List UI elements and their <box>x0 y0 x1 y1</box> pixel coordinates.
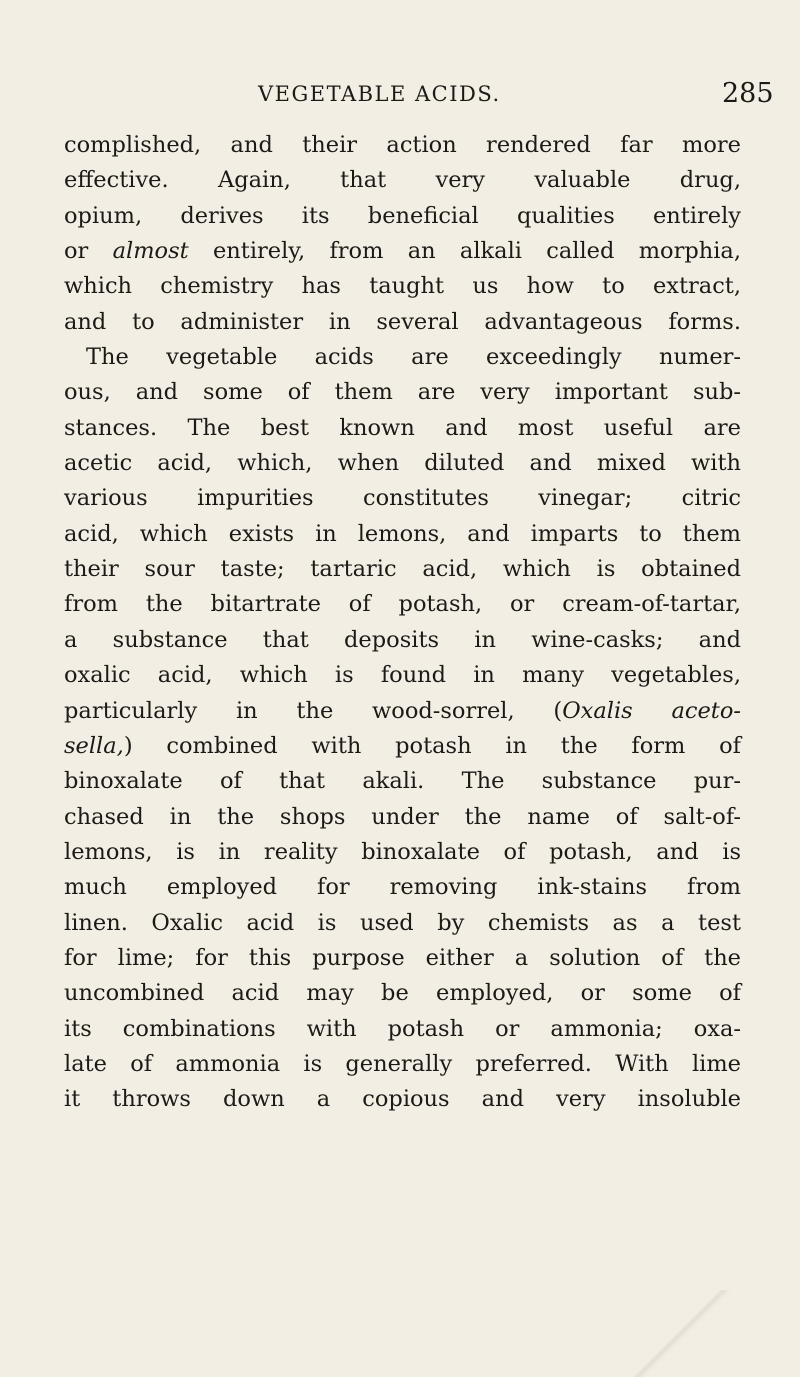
text-line <box>64 305 741 340</box>
text-line <box>64 375 741 410</box>
italic-term: almost <box>112 238 189 265</box>
text-line <box>64 411 741 446</box>
text-line <box>64 800 741 835</box>
line-text-pre: particularly in the wood-sorrel, ( <box>64 697 563 724</box>
line-text: which chemistry has taught us how to extract, <box>64 273 741 300</box>
line-text: for lime; for this purpose either a solution of the <box>64 944 741 971</box>
text-line <box>64 1047 741 1082</box>
line-text: their sour taste; tartaric acid, which is obtained <box>64 556 741 583</box>
line-text: opium, derives its beneficial qualities entirely <box>64 202 741 229</box>
line-text-post: entirely, from an alkali called morphia, <box>188 238 741 265</box>
line-text: late of ammonia is generally preferred. With lime <box>64 1050 741 1077</box>
page-number: 285 <box>722 78 774 109</box>
line-text: binoxalate of that akali. The substance pur- <box>64 768 741 795</box>
text-line <box>64 163 741 198</box>
text-line <box>64 906 741 941</box>
line-text: stances. The best known and most useful are <box>64 414 741 441</box>
line-text: ous, and some of them are very important sub- <box>64 379 741 406</box>
text-line <box>64 1012 741 1047</box>
text-line <box>64 835 741 870</box>
running-title: VEGETABLE ACIDS. <box>258 82 501 106</box>
line-text: oxalic acid, which is found in many vegetables, <box>64 662 741 689</box>
text-line <box>64 694 741 729</box>
line-text: lemons, is in reality binoxalate of potash, and is <box>64 838 741 865</box>
text-line <box>64 517 741 552</box>
line-text: from the bitartrate of potash, or cream-of-tartar, <box>64 591 741 618</box>
text-line <box>64 623 741 658</box>
text-line <box>64 764 741 799</box>
line-text: chased in the shops under the name of salt-of- <box>64 803 741 830</box>
text-line <box>64 658 741 693</box>
text-line <box>64 941 741 976</box>
line-text: linen. Oxalic acid is used by chemists as a test <box>64 909 741 936</box>
text-line <box>64 269 741 304</box>
text-line <box>64 870 741 905</box>
italic-term: Oxalis aceto- <box>562 697 741 724</box>
text-line <box>64 481 741 516</box>
paper-crease <box>620 1290 740 1377</box>
line-text: its combinations with potash or ammonia; oxa- <box>64 1015 741 1042</box>
line-text: it throws down a copious and very insoluble <box>64 1086 741 1113</box>
text-line <box>64 128 741 163</box>
text-line <box>64 729 741 764</box>
line-text: various impurities constitutes vinegar; citric <box>64 485 741 512</box>
body-text <box>64 128 741 1118</box>
text-line <box>64 340 741 375</box>
text-line <box>64 587 741 622</box>
line-text: acetic acid, which, when diluted and mixed with <box>64 450 741 477</box>
line-text: uncombined acid may be employed, or some of <box>64 980 741 1007</box>
line-text: much employed for removing ink-stains from <box>64 874 741 901</box>
line-text: a substance that deposits in wine-casks; and <box>64 626 741 653</box>
text-line <box>64 976 741 1011</box>
running-head <box>0 78 800 118</box>
line-text: and to administer in several advantageous forms. <box>64 308 741 335</box>
line-text-pre: or <box>64 238 113 265</box>
line-text: complished, and their action rendered far more <box>64 132 741 158</box>
text-line <box>64 1082 741 1117</box>
line-text: The vegetable acids are exceedingly numer- <box>86 344 741 371</box>
text-line <box>64 234 741 269</box>
italic-term: sella, <box>64 732 124 759</box>
line-text: acid, which exists in lemons, and imparts to them <box>64 520 741 547</box>
line-text-post: ) combined with potash in the form of <box>123 732 741 759</box>
text-line <box>64 446 741 481</box>
text-line <box>64 199 741 234</box>
text-line <box>64 552 741 587</box>
line-text: effective. Again, that very valuable drug, <box>64 167 741 194</box>
